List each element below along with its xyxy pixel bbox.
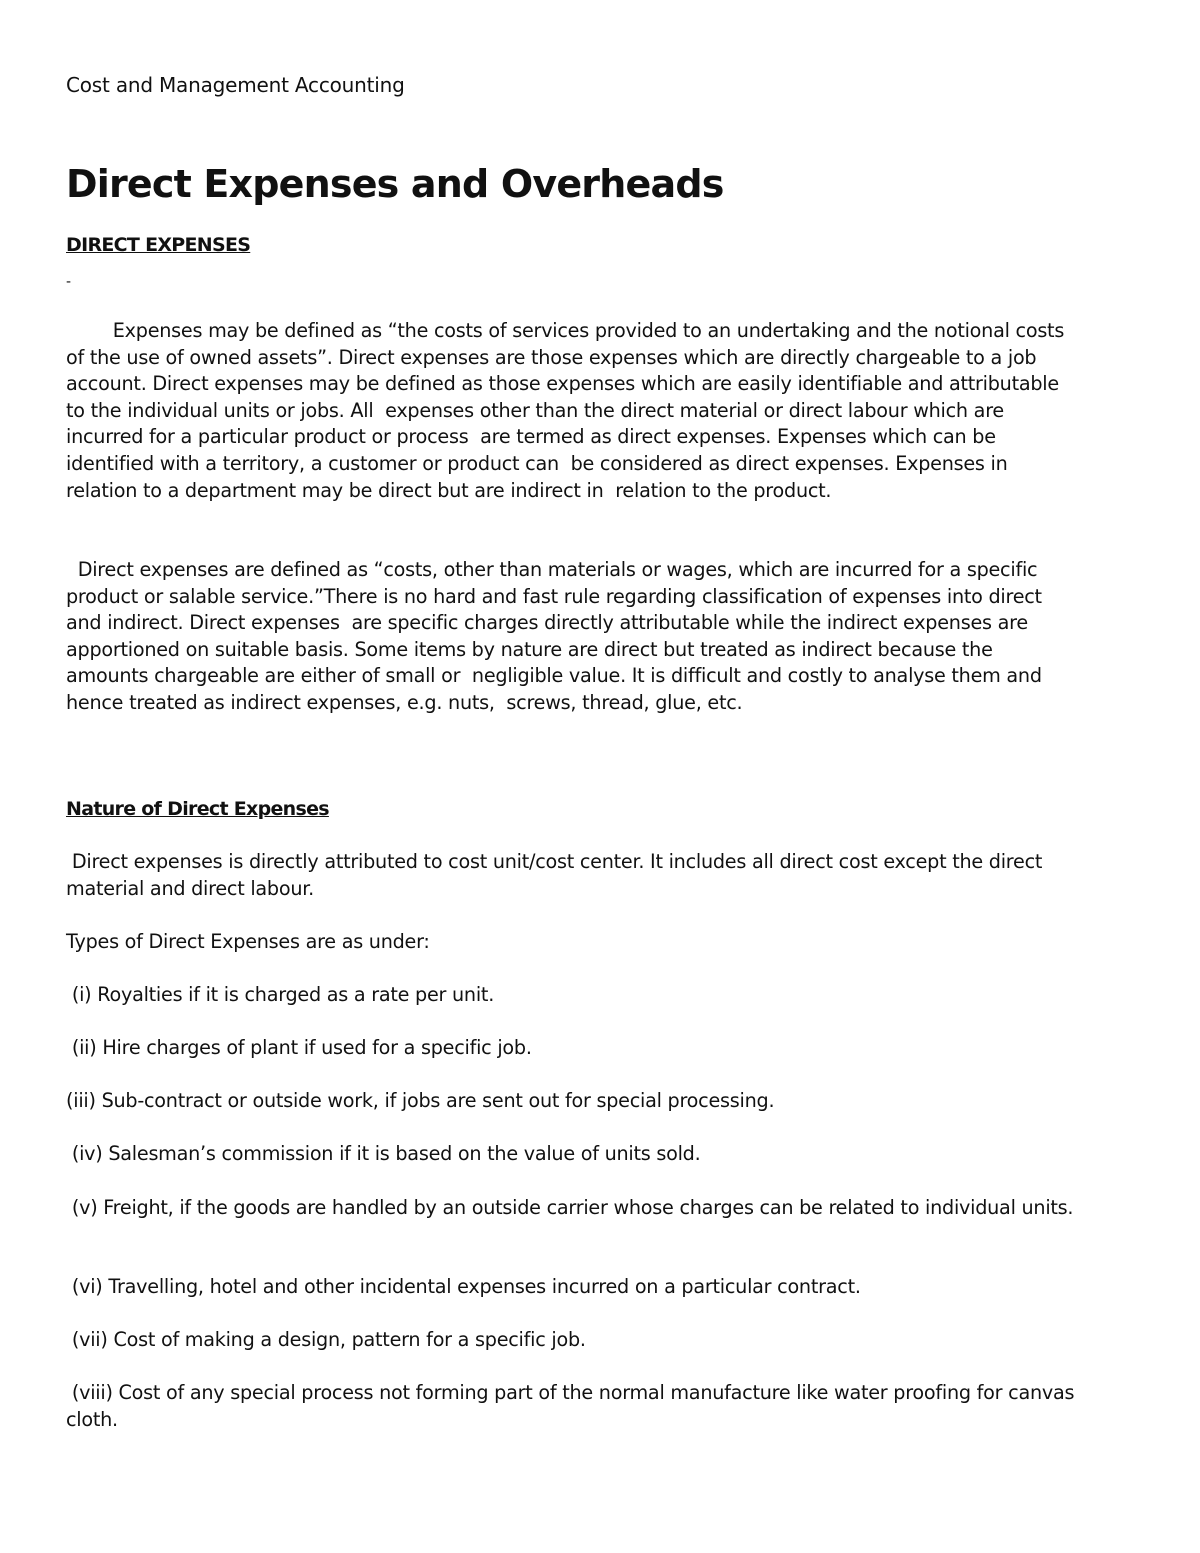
list-item: (viii) Cost of any special process not forming part of the normal manufacture like water proofing for canvas cloth. xyxy=(66,1381,1081,1431)
list-item: (vi) Travelling, hotel and other incidental expenses incurred on a particular contract. xyxy=(66,1275,861,1298)
running-header: Cost and Management Accounting xyxy=(66,73,405,97)
section-heading-nature: Nature of Direct Expenses xyxy=(66,798,329,820)
types-intro: Types of Direct Expenses are as under: xyxy=(66,930,430,953)
list-item: (i) Royalties if it is charged as a rate per unit. xyxy=(66,983,495,1006)
paragraph-direct-expenses-definition: Direct expenses are defined as “costs, other than materials or wages, which are incurred for a specific product or salable service.”There is no hard and fast rule regarding classification of expenses into direct and indirect. Direct expenses are specific charges directly attributable while the indirect expenses are apportioned on suitable basis. Some items by nature are direct but treated as indirect because the amounts chargeable are either of small or negligible value. It is difficult and costly to analyse them and hence treated as indirect expenses, e.g. nuts, screws, thread, glue, etc. xyxy=(66,558,1048,714)
page-title: Direct Expenses and Overheads xyxy=(66,162,724,206)
list-item: (ii) Hire charges of plant if used for a specific job. xyxy=(66,1036,532,1059)
dash-marker: - xyxy=(66,274,72,290)
list-item: (vii) Cost of making a design, pattern for a specific job. xyxy=(66,1328,586,1351)
paragraph-nature: Direct expenses is directly attributed to cost unit/cost center. It includes all direct cost except the direct material and direct labour. xyxy=(66,850,1049,900)
paragraph-expenses-definition: Expenses may be defined as “the costs of services provided to an undertaking and the notional costs of the use of owned assets”. Direct expenses are those expenses which are directly chargeable to a job account. Direct expenses may be defined as those expenses which are easily identifiable and attributable to the individual units or jobs. All expenses other than the direct material or direct labour which are incurred for a particular product or process are termed as direct expenses. Expenses which can be identified with a territory, a customer or product can be considered as direct expenses. Expenses in relation to a department may be direct but are indirect in relation to the product. xyxy=(66,319,1070,502)
document-page xyxy=(66,70,1081,1431)
list-item: (iii) Sub-contract or outside work, if jobs are sent out for special processing. xyxy=(66,1089,775,1112)
list-item: (iv) Salesman’s commission if it is based on the value of units sold. xyxy=(66,1142,701,1165)
section-heading-direct-expenses: DIRECT EXPENSES xyxy=(66,234,251,256)
list-item: (v) Freight, if the goods are handled by an outside carrier whose charges can be related to individual units. xyxy=(66,1196,1074,1219)
